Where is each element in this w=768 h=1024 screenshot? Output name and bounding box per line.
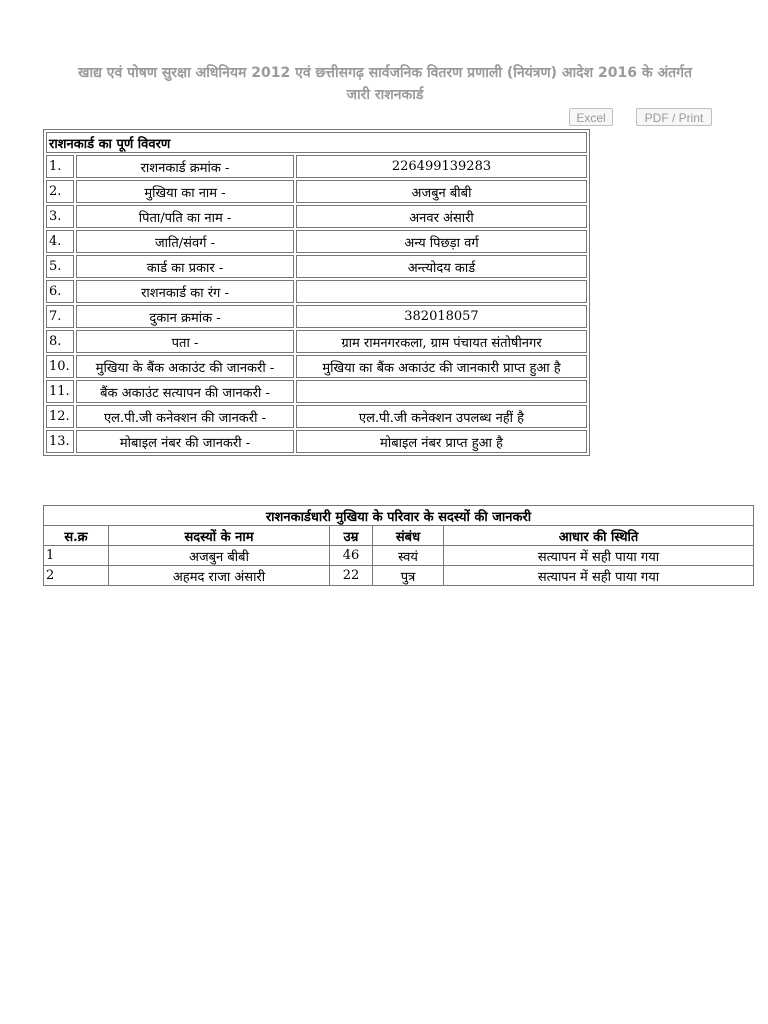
column-header: उम्र: [330, 526, 373, 546]
table-row: [46, 430, 587, 453]
page-title: [30, 62, 740, 106]
row-number: 8.: [46, 330, 74, 353]
row-number: 13.: [46, 430, 74, 453]
row-label: राशनकार्ड का रंग -: [76, 280, 294, 303]
column-header: सदस्यों के नाम: [109, 526, 330, 546]
row-label: दुकान क्रमांक -: [76, 305, 294, 328]
row-value: अन्य पिछड़ा वर्ग: [296, 230, 587, 253]
row-label: कार्ड का प्रकार -: [76, 255, 294, 278]
row-number: 5.: [46, 255, 74, 278]
family-members-table: [43, 505, 754, 586]
row-value: अनवर अंसारी: [296, 205, 587, 228]
row-number: 1.: [46, 155, 74, 178]
title-line-1: खाद्य एवं पोषण सुरक्षा अधिनियम 2012 एवं छत्तीसगढ़ सार्वजनिक वितरण प्रणाली (नियंत्रण) आदेश 2016 के अंतर्गत: [78, 65, 692, 81]
column-header: संबंध: [373, 526, 444, 546]
details-heading: राशनकार्ड का पूर्ण विवरण: [46, 132, 587, 153]
table-row: [46, 255, 587, 278]
members-header-row: [44, 526, 754, 546]
table-row: [46, 330, 587, 353]
member-name: अहमद राजा अंसारी: [109, 566, 330, 586]
row-number: 12.: [46, 405, 74, 428]
row-value: मोबाइल नंबर प्राप्त हुआ है: [296, 430, 587, 453]
row-value: [296, 280, 587, 303]
row-value: एल.पी.जी कनेक्शन उपलब्ध नहीं है: [296, 405, 587, 428]
row-label: पिता/पति का नाम -: [76, 205, 294, 228]
row-label: एल.पी.जी कनेक्शन की जानकरी -: [76, 405, 294, 428]
member-aadhaar-status: सत्यापन में सही पाया गया: [444, 546, 754, 566]
row-value: अजबुन बीबी: [296, 180, 587, 203]
title-line-2: जारी राशनकार्ड: [346, 87, 424, 103]
member-aadhaar-status: सत्यापन में सही पाया गया: [444, 566, 754, 586]
member-serial: 1: [44, 546, 109, 566]
members-heading: राशनकार्डधारी मुखिया के परिवार के सदस्यों की जानकरी: [44, 506, 754, 526]
member-age: 22: [330, 566, 373, 586]
table-row: [46, 280, 587, 303]
column-header: स.क्र: [44, 526, 109, 546]
row-value: मुखिया का बैंक अकाउंट की जानकारी प्राप्त हुआ है: [296, 355, 587, 378]
row-label: बैंक अकाउंट सत्यापन की जानकरी -: [76, 380, 294, 403]
member-relation: पुत्र: [373, 566, 444, 586]
row-number: 6.: [46, 280, 74, 303]
row-number: 2.: [46, 180, 74, 203]
row-label: पता -: [76, 330, 294, 353]
row-value: अन्त्योदय कार्ड: [296, 255, 587, 278]
table-row: [46, 205, 587, 228]
row-value: [296, 380, 587, 403]
table-row: [46, 155, 587, 178]
ration-card-details-table: [43, 129, 590, 456]
column-header: आधार की स्थिति: [444, 526, 754, 546]
table-row: [46, 405, 587, 428]
table-row: [46, 230, 587, 253]
table-row: [44, 566, 754, 586]
table-row: [44, 546, 754, 566]
table-row: [46, 305, 587, 328]
row-value: 226499139283: [296, 155, 587, 178]
row-label: राशनकार्ड क्रमांक -: [76, 155, 294, 178]
row-value: ग्राम रामनगरकला, ग्राम पंचायत संतोषीनगर: [296, 330, 587, 353]
row-number: 3.: [46, 205, 74, 228]
member-age: 46: [330, 546, 373, 566]
member-relation: स्वयं: [373, 546, 444, 566]
row-label: मुखिया का नाम -: [76, 180, 294, 203]
row-label: मोबाइल नंबर की जानकरी -: [76, 430, 294, 453]
row-number: 4.: [46, 230, 74, 253]
member-name: अजबुन बीबी: [109, 546, 330, 566]
row-number: 10.: [46, 355, 74, 378]
table-row: [46, 380, 587, 403]
row-label: जाति/संवर्ग -: [76, 230, 294, 253]
row-label: मुखिया के बैंक अकाउंट की जानकरी -: [76, 355, 294, 378]
table-row: [46, 355, 587, 378]
row-value: 382018057: [296, 305, 587, 328]
row-number: 11.: [46, 380, 74, 403]
excel-button[interactable]: Excel: [569, 108, 613, 126]
row-number: 7.: [46, 305, 74, 328]
table-row: [46, 180, 587, 203]
pdf-print-button[interactable]: PDF / Print: [636, 108, 712, 126]
member-serial: 2: [44, 566, 109, 586]
